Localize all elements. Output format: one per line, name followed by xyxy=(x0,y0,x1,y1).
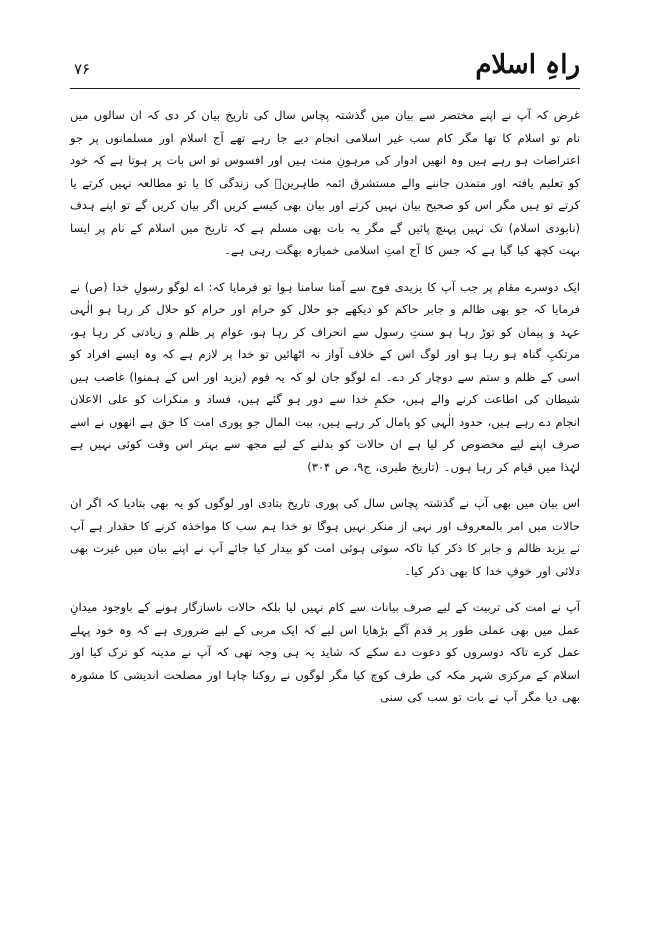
paragraph-4: آپ نے امت کی تربیت کے لیے صرف بیانات سے کام نہیں لیا بلکہ حالات ناسازگار ہونے کے باوجود میدانِ عمل میں بھی عملی طور پر قدم آگے بڑھایا اس لیے کہ ایک مربی کے لیے ضروری ہے کہ وہ خود پہلے عمل کرے تاکہ دوسروں کو دعوت دے سکے کہ شاید یہ ہی وجہ تھی کہ آپ نے مدینہ کو ترک کیا اور اسلام کے مرکزی شہر مکہ کی طرف کوچ کیا مگر لوگوں نے روکنا چاہا اور مصلحت اندیشی کا مشورہ بھی دیا مگر آپ نے بات تو سب کی سنی xyxy=(70,600,580,704)
header-rule xyxy=(70,88,580,89)
paragraph-3: اس بیان میں بھی آپ نے گذشتہ پچاس سال کی پوری تاریخ بتادی اور لوگوں کو یہ بھی بتادیا کہ اگر ان حالات میں امر بالمعروف اور نہی از منکر نہیں ہوگا تو خدا ہم سب کا مواخذہ کرنے کا حقدار ہے آپ نے یزید ظالم و جابر کا ذکر کیا تاکہ سوئی ہوئی امت کو بیدار کیا جائے آپ نے اپنے بیان میں غیرت بھی دلائی اور خوفِ خدا کا بھی ذکر کیا۔ xyxy=(70,496,580,578)
paragraph-2: ایک دوسرے مقام پر جب آپ کا یزیدی فوج سے آمنا سامنا ہوا تو فرمایا کہ: اے لوگو رسولِ خدا (ص) نے فرمایا کہ جو بھی ظالم و جابر حاکم کو دیکھے جو حلال کو حرام اور حرام کو حلال کر رہا ہو الٰہی عہد و پیمان کو توڑ رہا ہو سنتِ رسول سے انحراف کر رہا ہو، عوام پر ظلم و زیادتی کر رہا ہو، مرتکبِ گناہ ہو رہا ہو اور لوگ اس کے خلاف آواز نہ اٹھائیں تو خدا پر لازم ہے کہ وہ ایسے افراد کو اسی کے ظلم و ستم سے دوچار کر دے۔ اے لوگو جان لو کہ یہ قوم (یزید اور اس کے ہمنوا) غاصب ہیں شیطان کی اطاعت کرنے والے ہیں، حکمِ خدا سے دور ہو گئے ہیں، فساد و منکرات کو علی الاعلان انجام دے رہے ہیں، حدود الٰہی کو پامال کر رہے ہیں، بیت المال جو پوری امت کا حق ہے انھوں نے اسے صرف اپنے لیے مخصوص کر لیا ہے ان حالات کو بدلنے کے لیے مجھ سے بہتر اس وقت کوئی نہیں ہے لہٰذا میں قیام کر رہا ہوں۔ (تاریخ طبری، ج۹، ص ۳۰۴) xyxy=(70,279,580,474)
page-header xyxy=(70,50,580,88)
book-title: راہِ اسلام xyxy=(475,50,580,80)
body-text xyxy=(70,104,580,723)
page-number: ۷۶ xyxy=(74,60,91,78)
paragraph-1: غرض کہ آپ نے اپنے مختصر سے بیان میں گذشتہ پچاس سال کی تاریخ بیان کر دی کہ ان سالوں میں نام تو اسلام کا تھا مگر کام سب غیر اسلامی انجام دیے جا رہے تھے آج اسلام اور مسلمانوں پر جو اعتراضات ہو رہے ہیں وہ انھیں ادوار کی مرہونِ منت ہیں اور افسوس تو اس بات پر ہوتا ہے کہ خود کو تعلیم یافتہ اور متمدن جاننے والے مستشرق ائمہ طاہرینؑ کی زندگی کا یا تو مطالعہ نہیں کرتے یا کرتے تو ہیں مگر اس کو صحیح بیان نہیں کرتے اور بیان بھی کیسے کریں اگر بیان کریں گے تو اپنے ہدف (نابودی اسلام) تک نہیں پہنچ پائیں گے مگر یہ بات بھی مسلم ہے کہ تاریخ میں اسلام کے نام پر ایسا بہت کچھ کیا گیا ہے کہ جس کا آج امتِ اسلامی خمیازہ بھگت رہی ہے۔ xyxy=(70,108,580,257)
